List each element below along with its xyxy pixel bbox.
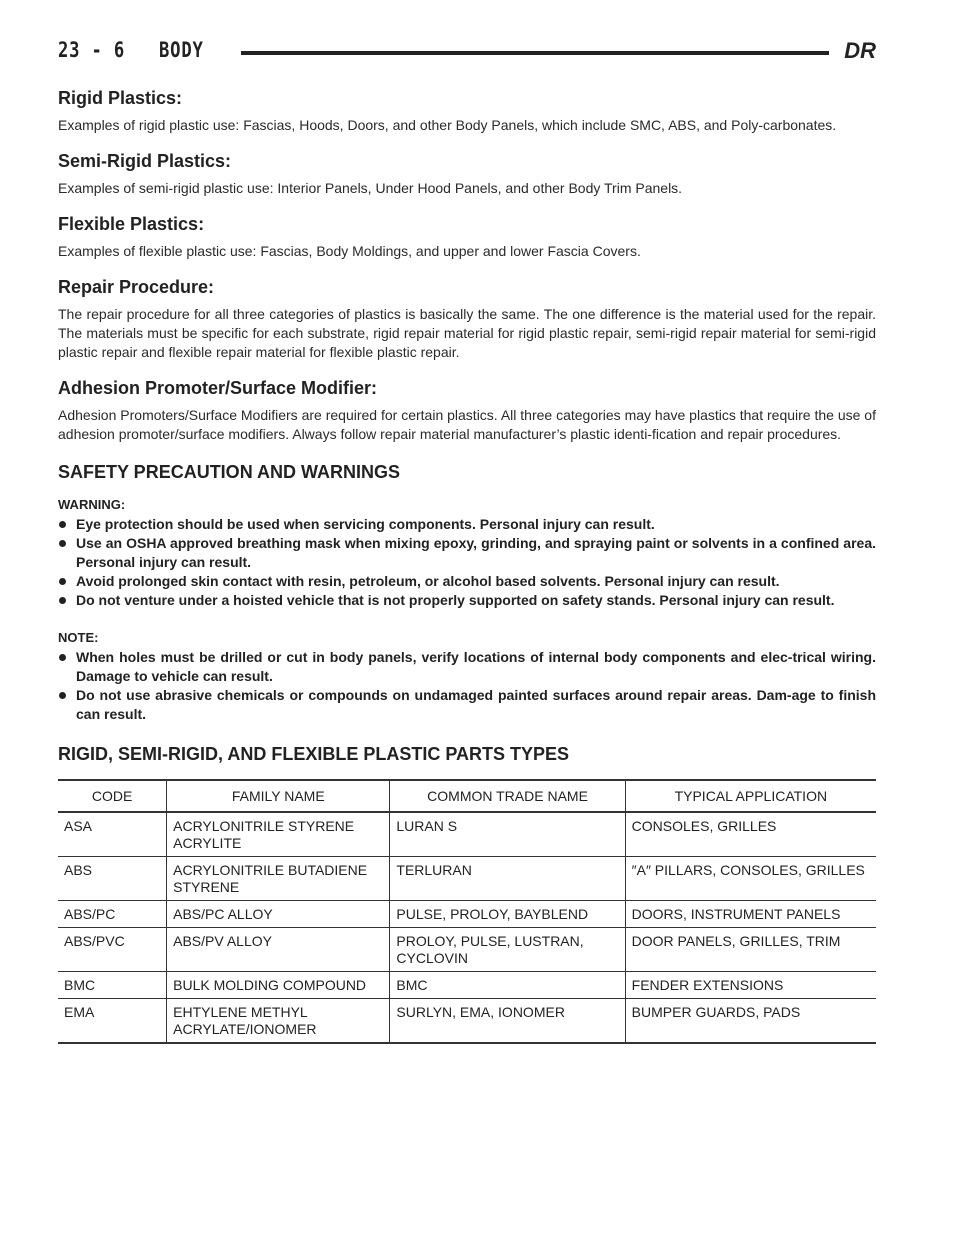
section-heading-repair: Repair Procedure: [58,277,215,297]
cell-family-name: EHTYLENE METHYL ACRYLATE/IONOMER [167,999,390,1044]
warning-item [58,515,876,534]
column-header-code: CODE [58,780,167,812]
section-text-flexible: Examples of flexible plastic use: Fascias, Body Moldings, and upper and lower Fascia Covers. [58,243,641,259]
bullet-icon [59,597,66,604]
table-row [58,812,876,857]
column-header-application: TYPICAL APPLICATION [625,780,876,812]
section-text-rigid: Examples of rigid plastic use: Fascias, Hoods, Doors, and other Body Panels, which include SMC, ABS, and Poly-carbonates. [58,117,837,133]
warning-text: Eye protection should be used when servicing components. Personal injury can result. [76,516,655,532]
section-text-repair: The repair procedure for all three categories of plastics is basically the same. The one difference is the material used for the repair. The materials must be specific for each substrate, rigid repair material for rigid plastic repair, semi-rigid repair material for semi-rigid plastic repair and flexible repair material for flexible plastic repair. [58,306,876,360]
cell-code: EMA [58,999,167,1044]
page-number: 23 - 6 [58,38,126,62]
cell-application: DOOR PANELS, GRILLES, TRIM [625,928,876,972]
cell-family-name: ACRYLONITRILE STYRENE ACRYLITE [167,812,390,857]
bullet-icon [59,540,66,547]
table-header-row [58,780,876,812]
parts-table [58,779,876,1044]
warning-label: WARNING: [58,497,126,512]
section-text-adhesion: Adhesion Promoters/Surface Modifiers are required for certain plastics. All three categories may have plastics that require the use of adhesion promoter/surface modifiers. Always follow repair material manufacturer’s plastic identi-fication and repair procedures. [58,407,876,442]
note-item [58,648,876,686]
cell-application: FENDER EXTENSIONS [625,972,876,999]
warning-item [58,572,876,591]
parts-table-heading: RIGID, SEMI-RIGID, AND FLEXIBLE PLASTIC PARTS TYPES [58,744,570,764]
section-text-semi-rigid: Examples of semi-rigid plastic use: Interior Panels, Under Hood Panels, and other Body Trim Panels. [58,180,683,196]
table-row [58,972,876,999]
bullet-icon [59,578,66,585]
column-header-trade-name: COMMON TRADE NAME [390,780,625,812]
cell-trade-name: PULSE, PROLOY, BAYBLEND [390,901,625,928]
note-label: NOTE: [58,630,99,645]
cell-code: ABS/PC [58,901,167,928]
table-row [58,857,876,901]
warning-text: Avoid prolonged skin contact with resin, petroleum, or alcohol based solvents. Personal injury can result. [76,573,780,589]
header-rule [241,51,829,55]
cell-family-name: ABS/PV ALLOY [167,928,390,972]
cell-trade-name: LURAN S [390,812,625,857]
warning-item [58,534,876,572]
bullet-icon [59,521,66,528]
note-text: Do not use abrasive chemicals or compounds on undamaged painted surfaces around repair areas. Dam-age to finish can result. [76,687,876,722]
table-row [58,999,876,1044]
section-heading-semi-rigid: Semi-Rigid Plastics: [58,151,232,171]
section-heading-adhesion: Adhesion Promoter/Surface Modifier: [58,378,378,398]
cell-code: BMC [58,972,167,999]
safety-heading: SAFETY PRECAUTION AND WARNINGS [58,462,401,482]
warning-list [58,515,876,610]
table-row [58,901,876,928]
section-title: BODY [159,38,204,62]
cell-trade-name: PROLOY, PULSE, LUSTRAN, CYCLOVIN [390,928,625,972]
cell-trade-name: TERLURAN [390,857,625,901]
table-row [58,928,876,972]
section-heading-rigid: Rigid Plastics: [58,88,183,108]
cell-family-name: ACRYLONITRILE BUTADIENE STYRENE [167,857,390,901]
cell-application: DOORS, INSTRUMENT PANELS [625,901,876,928]
page-content [58,88,876,1044]
bullet-icon [59,654,66,661]
warning-text: Use an OSHA approved breathing mask when mixing epoxy, grinding, and spraying paint or solvents in a confined area. Personal injury can result. [76,535,876,570]
model-code: DR [844,38,876,63]
cell-code: ASA [58,812,167,857]
cell-trade-name: SURLYN, EMA, IONOMER [390,999,625,1044]
bullet-icon [59,692,66,699]
cell-family-name: ABS/PC ALLOY [167,901,390,928]
cell-application: ″A″ PILLARS, CONSOLES, GRILLES [625,857,876,901]
note-list [58,648,876,724]
note-text: When holes must be drilled or cut in body panels, verify locations of internal body components and elec-trical wiring. Damage to vehicle can result. [76,649,876,684]
cell-application: CONSOLES, GRILLES [625,812,876,857]
column-header-family-name: FAMILY NAME [167,780,390,812]
cell-code: ABS [58,857,167,901]
note-item [58,686,876,724]
warning-text: Do not venture under a hoisted vehicle that is not properly supported on safety stands. Personal injury can result. [76,592,835,608]
cell-code: ABS/PVC [58,928,167,972]
warning-item [58,591,876,610]
cell-family-name: BULK MOLDING COMPOUND [167,972,390,999]
cell-trade-name: BMC [390,972,625,999]
cell-application: BUMPER GUARDS, PADS [625,999,876,1044]
section-heading-flexible: Flexible Plastics: [58,214,205,234]
page-header [58,38,876,66]
